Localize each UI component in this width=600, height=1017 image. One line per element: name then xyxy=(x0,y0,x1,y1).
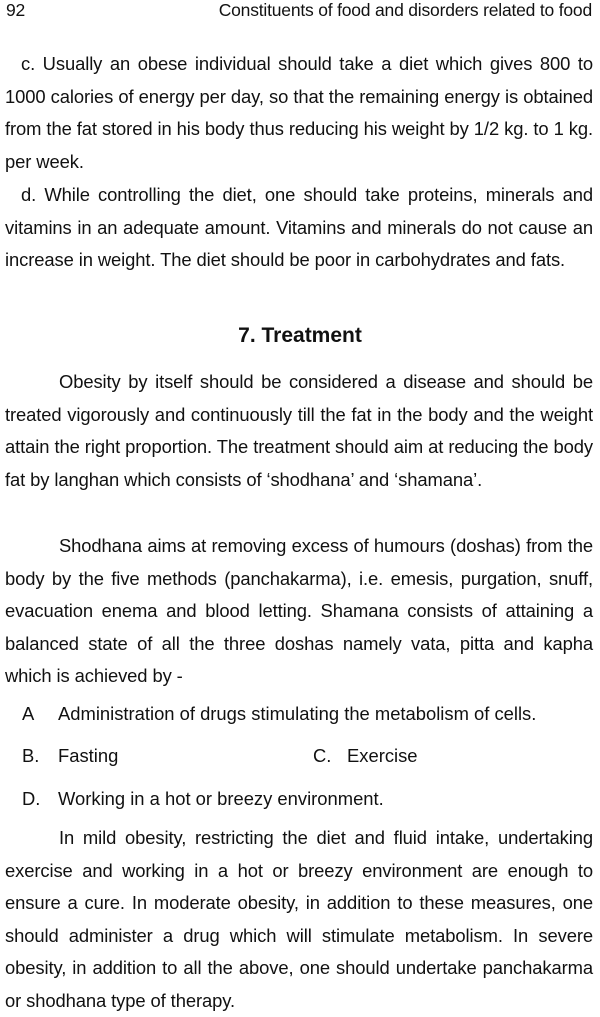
page-header xyxy=(4,0,592,26)
list-item-b xyxy=(22,741,118,771)
point-c-block xyxy=(5,48,593,178)
running-title: Constituents of food and disorders related to food xyxy=(218,0,592,20)
list-item-c xyxy=(313,741,418,771)
list-text-d: Working in a hot or breezy environment. xyxy=(58,788,384,809)
list-text-b: Fasting xyxy=(58,745,119,766)
obesity-block xyxy=(5,366,593,496)
list-text-a: Administration of drugs stimulating the metabolism of cells. xyxy=(58,703,537,724)
mild-obesity-paragraph: In mild obesity, restricting the diet and fluid intake, undertaking exercise and working in a hot or breezy environment are enough to ensure a cure. In moderate obesity, in addition to these measures, one should administer a drug which will stimulate metabolism. In severe obesity, in addition to all the above, one should undertake panchakarma or shodhana type of therapy. xyxy=(5,827,593,1011)
page-number: 92 xyxy=(6,0,26,20)
obesity-paragraph: Obesity by itself should be considered a disease and should be treated vigorously and continuously till the fat in the body and the weight attain the right proportion. The treatment should aim at reducing the body fat by langhan which consists of ‘shodhana’ and ‘shamana’. xyxy=(5,371,593,490)
point-d-block xyxy=(5,179,593,277)
list-marker-c: C. xyxy=(313,745,332,766)
shodhana-paragraph: Shodhana aims at removing excess of humours (doshas) from the body by the five methods (panchakarma), i.e. emesis, purgation, snuff, evacuation enema and blood letting. Shamana consists of attaining a balanced state of all the three doshas namely vata, pitta and kapha which is achieved by - xyxy=(5,535,593,686)
mild-obesity-block xyxy=(5,822,593,1017)
list-marker-d: D. xyxy=(22,788,41,809)
list-marker-a: A xyxy=(22,703,35,724)
point-c-paragraph: c. Usually an obese individual should take a diet which gives 800 to 1000 calories of energy per day, so that the remaining energy is obtained from the fat stored in his body thus reducing his weight by 1/2 kg. to 1 kg. per week. xyxy=(5,53,593,172)
shodhana-block xyxy=(5,530,593,693)
list-item-a xyxy=(22,699,536,729)
list-item-d xyxy=(22,784,384,814)
point-d-paragraph: d. While controlling the diet, one should take proteins, minerals and vitamins in an adequate amount. Vitamins and minerals do not cause an increase in weight. The diet should be poor in carbohydrates and fats. xyxy=(5,184,593,270)
list-text-c: Exercise xyxy=(347,745,418,766)
list-marker-b: B. xyxy=(22,745,40,766)
section-heading: 7. Treatment xyxy=(238,324,362,347)
